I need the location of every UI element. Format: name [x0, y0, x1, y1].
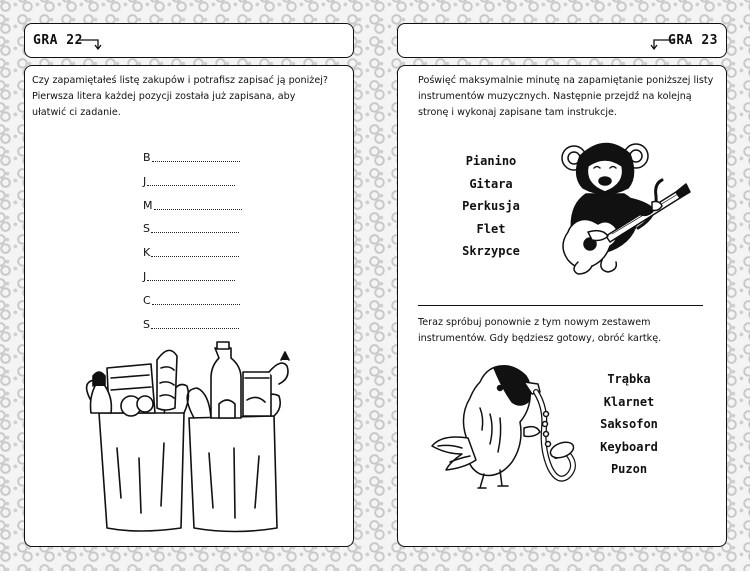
right-intro-text: Poświęć maksymalnie minutę na zapamiętanie poniższej listy instrumentów muzycznych. Następnie przejdź na kolejną stronę i wykonaj zapisane tam instrukcje.	[418, 75, 714, 118]
list-item: Flet	[476, 221, 506, 236]
answer-letter: S	[143, 222, 150, 236]
answer-letter: J	[143, 174, 147, 188]
list-item: Keyboard	[600, 439, 658, 454]
right-page-panel	[397, 65, 727, 547]
right-intro-text-2: Teraz spróbuj ponownie z tym nowym zestawem instrumentów. Gdy będziesz gotowy, obróć kartkę.	[418, 317, 662, 344]
list-item: Gitara	[469, 176, 513, 191]
instrument-list-1	[456, 154, 526, 267]
arrow-right-down-icon	[78, 38, 104, 50]
section-divider	[418, 305, 703, 306]
answer-letter: S	[143, 317, 150, 331]
right-game-title: GRA 23	[668, 33, 718, 48]
answer-letter: J	[143, 269, 147, 283]
answer-line[interactable]	[143, 270, 242, 294]
answer-line[interactable]	[143, 199, 242, 223]
list-item: Saksofon	[600, 417, 658, 432]
answer-line[interactable]	[143, 175, 242, 199]
answer-letter: M	[143, 198, 153, 212]
monkey-guitar-icon	[558, 136, 693, 281]
list-item: Skrzypce	[462, 244, 520, 259]
answer-line[interactable]	[143, 222, 242, 246]
left-game-title: GRA 22	[33, 33, 83, 48]
answer-line[interactable]	[143, 246, 242, 270]
bird-saxophone-icon	[428, 358, 588, 498]
answer-letter: K	[143, 246, 151, 260]
answer-lines	[143, 151, 242, 341]
left-page-panel	[24, 65, 354, 547]
list-item: Klarnet	[603, 394, 655, 409]
left-page-header	[24, 23, 354, 58]
answer-line[interactable]	[143, 294, 242, 318]
answer-letter: B	[143, 151, 151, 164]
shopping-bags-icon	[69, 338, 309, 538]
answer-line[interactable]	[143, 151, 242, 175]
list-item: Perkusja	[462, 199, 520, 214]
instrument-list-2	[590, 372, 668, 485]
answer-letter: C	[143, 293, 151, 307]
left-intro-text: Czy zapamiętałeś listę zakupów i potrafisz zapisać ją poniżej? Pierwsza litera każdej pozycji została już zapisana, aby ułatwić ci zadanie.	[32, 75, 328, 118]
list-item: Puzon	[610, 462, 648, 477]
list-item: Pianino	[465, 154, 517, 168]
list-item: Trąbka	[607, 372, 651, 386]
right-page-header	[397, 23, 727, 58]
